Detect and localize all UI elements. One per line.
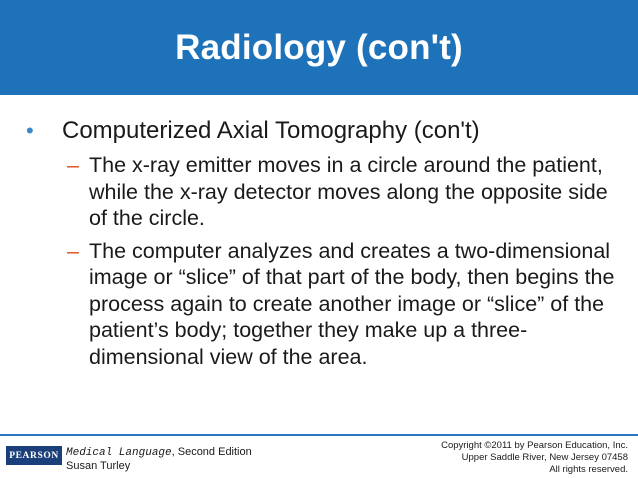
- slide-header: [0, 0, 638, 95]
- slide-content: [26, 116, 626, 370]
- bullet-item: [26, 116, 626, 146]
- footer-divider: [0, 434, 638, 436]
- bullet-dot-icon: •: [26, 118, 34, 143]
- copyright-line: All rights reserved.: [549, 464, 628, 475]
- pearson-logo: [6, 446, 62, 465]
- dash-icon: –: [67, 238, 79, 263]
- copyright-line: Upper Saddle River, New Jersey 07458: [461, 452, 628, 463]
- book-info: [66, 446, 252, 473]
- copyright-notice: [441, 440, 628, 476]
- sub-bullet-item: [67, 238, 617, 371]
- dash-icon: –: [67, 153, 79, 177]
- sub-bullet-item: [67, 152, 617, 232]
- copyright-line: Copyright ©2011 by Pearson Education, Inc.: [441, 440, 628, 451]
- sub-bullet-text: The computer analyzes and creates a two-dimensional image or “slice” of that part of the body, then begins the process again to create another image or “slice” of the patient’s body; together they make up a three-dimensional view of the area.: [89, 238, 615, 369]
- slide-title: Radiology (con't): [175, 27, 463, 67]
- bullet-text: Computerized Axial Tomography (con't): [62, 117, 480, 144]
- book-edition: , Second Edition: [171, 446, 252, 458]
- author: Susan Turley: [66, 460, 131, 472]
- sub-bullet-text: The x-ray emitter moves in a circle around the patient, while the x-ray detector moves along the opposite side of the circle.: [89, 153, 608, 230]
- logo-text: PEARSON: [9, 450, 59, 461]
- book-title: Medical Language: [66, 447, 172, 459]
